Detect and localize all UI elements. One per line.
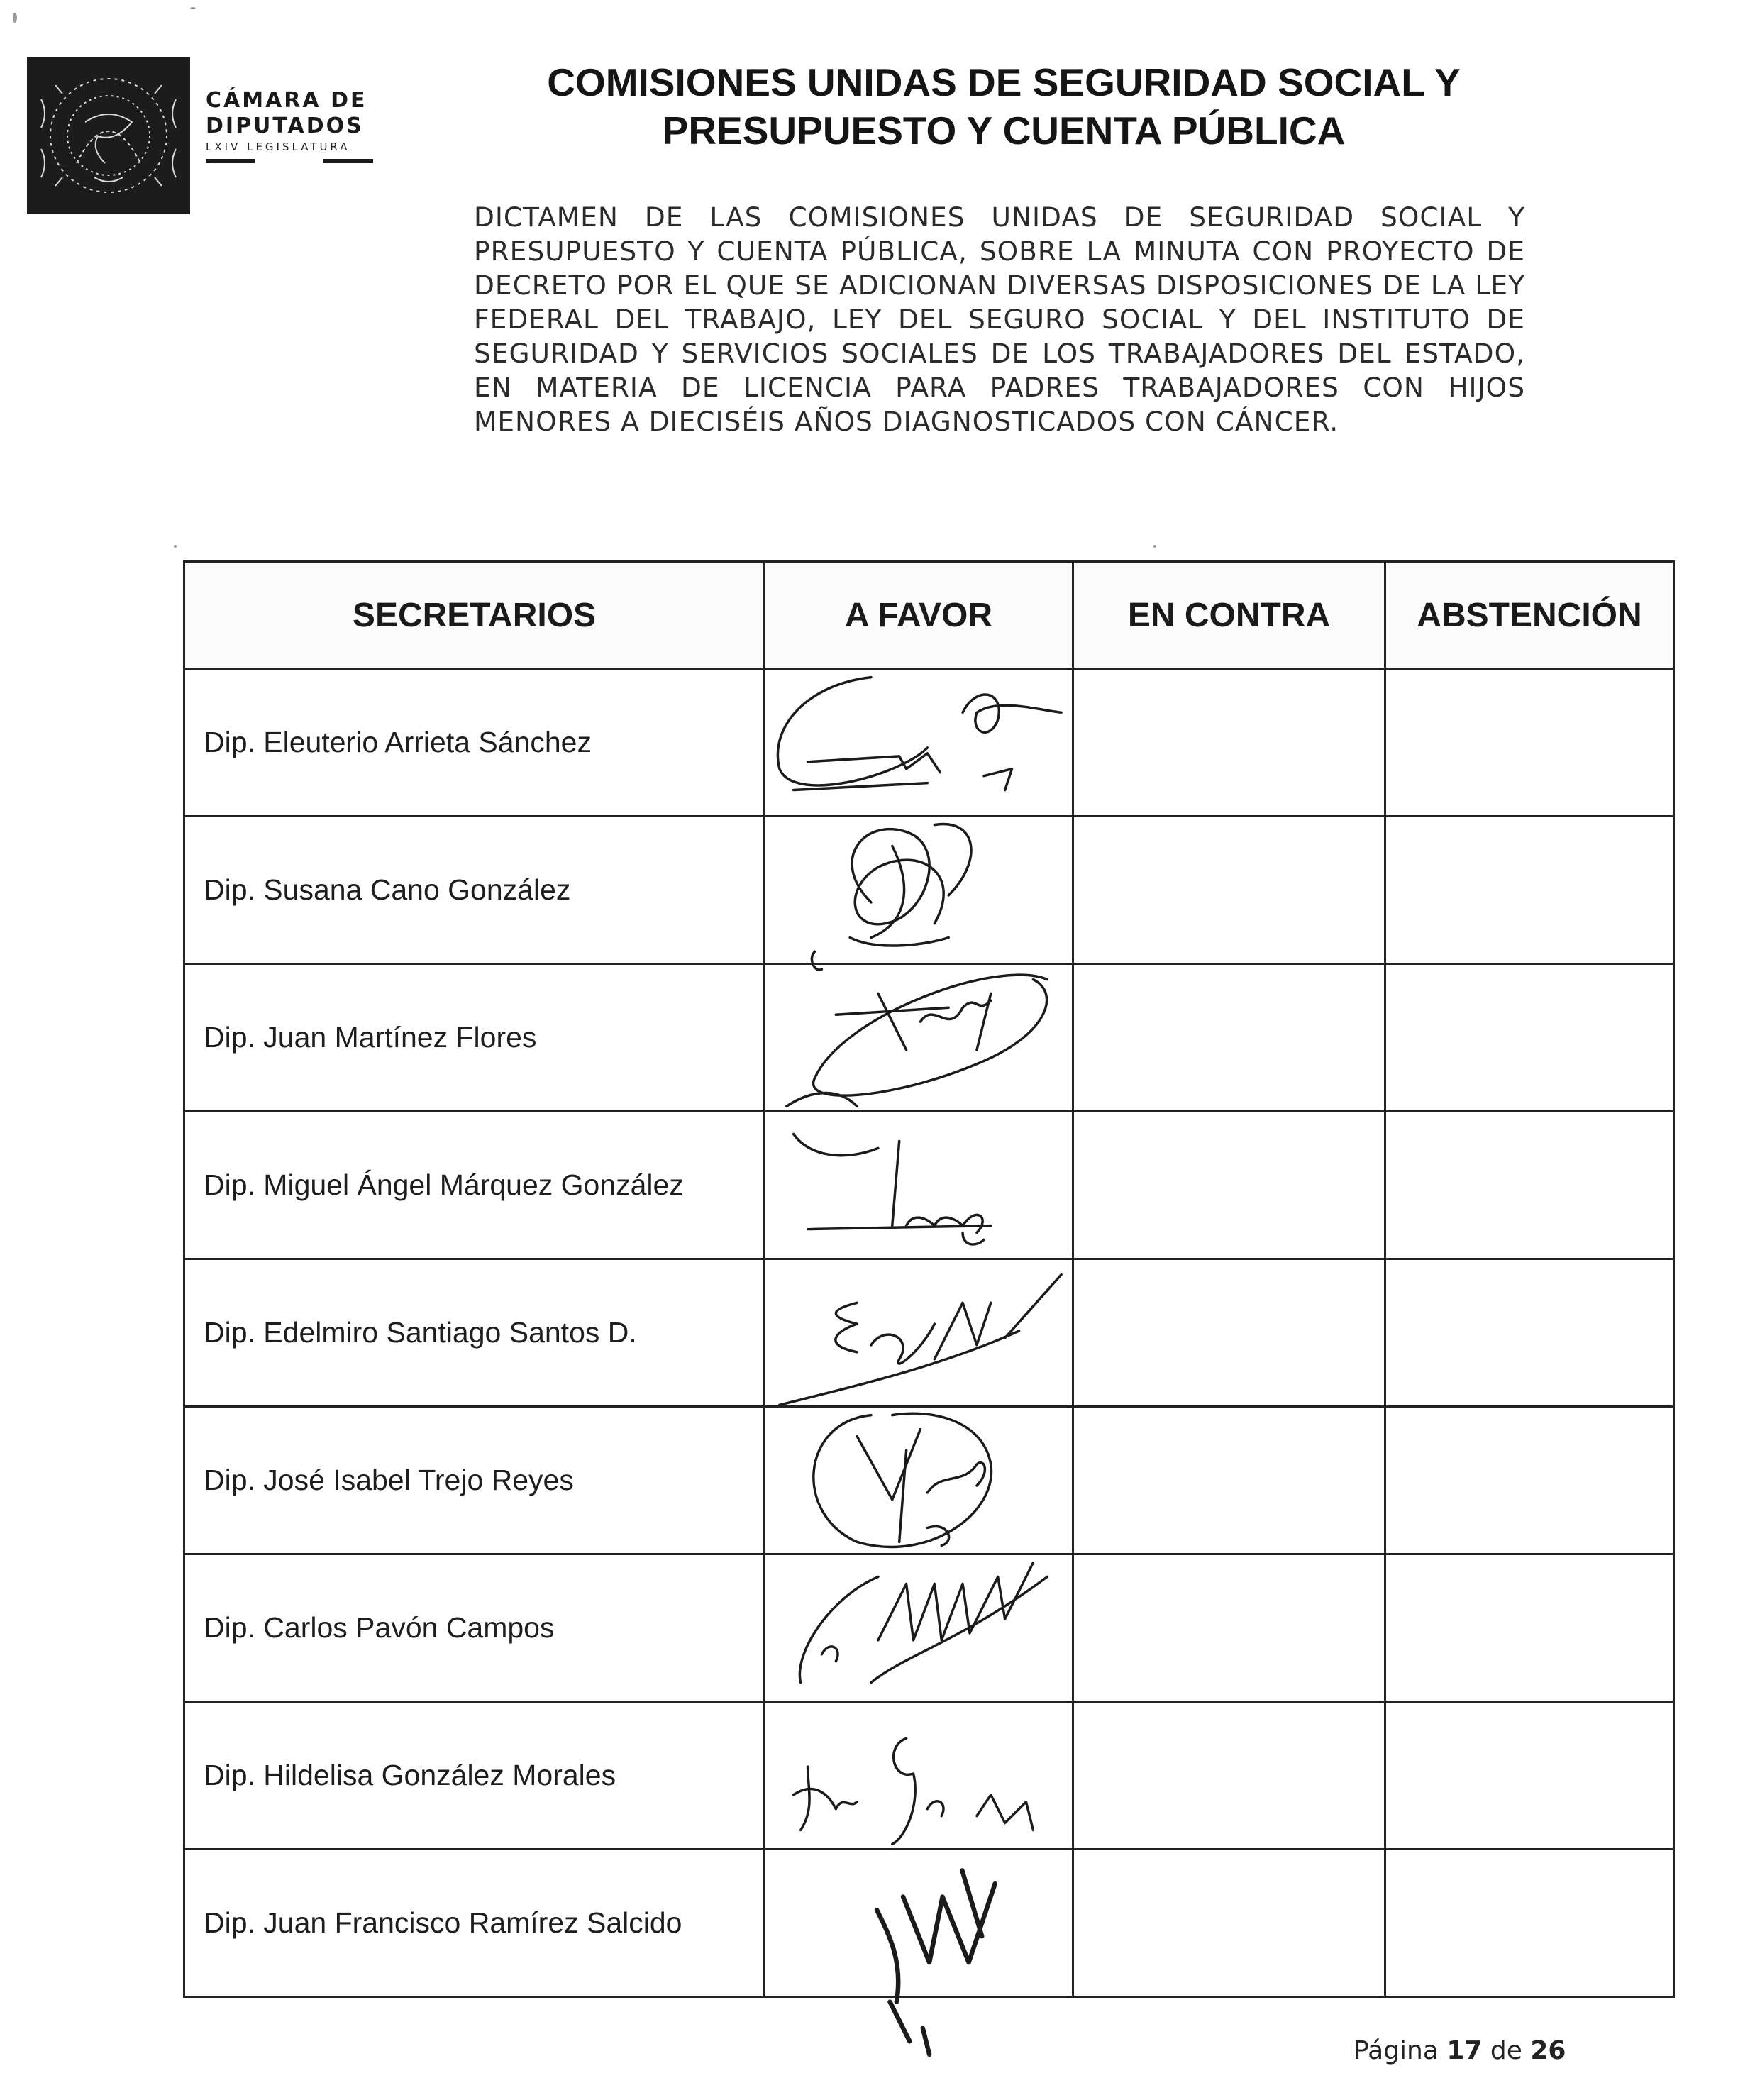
- title-line-1: COMISIONES UNIDAS DE SEGURIDAD SOCIAL Y: [547, 60, 1461, 104]
- table-header-row: [184, 562, 1674, 669]
- cell-en-contra: [1073, 817, 1385, 964]
- signature-favor: [765, 1112, 1073, 1259]
- cell-en-contra: [1073, 1702, 1385, 1850]
- table-row: [184, 1259, 1674, 1407]
- signature-favor: [765, 1407, 1073, 1554]
- header-en-contra: EN CONTRA: [1073, 562, 1385, 669]
- title-line-2: PRESUPUESTO Y CUENTA PÚBLICA: [662, 109, 1346, 153]
- dictamen-summary: DICTAMEN DE LAS COMISIONES UNIDAS DE SEGURIDAD SOCIAL Y PRESUPUESTO Y CUENTA PÚBLICA, SOBRE LA MINUTA CON PROYECTO DE DECRETO POR EL QUE SE ADICIONAN DIVERSAS DISPOSICIONES DE LA LEY FEDERAL DEL TRABAJO, LEY DEL SEGURO SOCIAL Y DEL INSTITUTO DE SEGURIDAD Y SERVICIOS SOCIALES DE LOS TRABAJADORES DEL ESTADO, EN MATERIA DE LICENCIA PARA PADRES TRABAJADORES CON HIJOS MENORES A DIECISÉIS AÑOS DIAGNOSTICADOS CON CÁNCER.: [474, 201, 1525, 437]
- cell-abstencion: [1385, 1112, 1674, 1259]
- page-current: 17: [1446, 2036, 1483, 2065]
- cell-abstencion: [1385, 964, 1674, 1112]
- member-name: Dip. Miguel Ángel Márquez González: [184, 1112, 765, 1259]
- signature-favor: [765, 964, 1073, 1112]
- header-abstencion: ABSTENCIÓN: [1385, 562, 1674, 669]
- cell-en-contra: [1073, 1850, 1385, 1997]
- handwritten-signature: [765, 817, 1072, 963]
- handwritten-signature: [765, 1555, 1072, 1701]
- table-row: [184, 1850, 1674, 1997]
- member-name: Dip. Eleuterio Arrieta Sánchez: [184, 669, 765, 817]
- cell-abstencion: [1385, 1850, 1674, 1997]
- cell-en-contra: [1073, 1259, 1385, 1407]
- logo-name-line2: DIPUTADOS: [206, 114, 364, 138]
- signature-favor: [765, 1702, 1073, 1850]
- table-row: [184, 817, 1674, 964]
- cell-en-contra: [1073, 1554, 1385, 1702]
- page-number: [1353, 2036, 1566, 2065]
- signature-favor: [765, 1554, 1073, 1702]
- table-row: [184, 1407, 1674, 1554]
- cell-abstencion: [1385, 1259, 1674, 1407]
- signature-favor: [765, 1259, 1073, 1407]
- header-secretarios: SECRETARIOS: [184, 562, 765, 669]
- table-row: [184, 669, 1674, 817]
- cell-abstencion: [1385, 669, 1674, 817]
- logo-divider-bars: [206, 159, 373, 163]
- scan-artifact: [190, 7, 196, 9]
- scan-artifact: [174, 545, 177, 548]
- cell-abstencion: [1385, 817, 1674, 964]
- page-word: Página: [1353, 2036, 1439, 2065]
- chamber-seal-logo: [27, 57, 190, 214]
- cell-en-contra: [1073, 1407, 1385, 1554]
- scan-artifact: [1153, 545, 1156, 548]
- member-name: Dip. Juan Francisco Ramírez Salcido: [184, 1850, 765, 1997]
- handwritten-signature: [765, 1703, 1072, 1848]
- handwritten-signature: [765, 1260, 1072, 1405]
- table-row: [184, 964, 1674, 1112]
- table-row: [184, 1554, 1674, 1702]
- member-name: Dip. José Isabel Trejo Reyes: [184, 1407, 765, 1554]
- page-of: de: [1490, 2036, 1522, 2065]
- handwritten-signature: [765, 1408, 1072, 1553]
- member-name: Dip. Hildelisa González Morales: [184, 1702, 765, 1850]
- cell-en-contra: [1073, 669, 1385, 817]
- signature-favor: [765, 669, 1073, 817]
- cell-en-contra: [1073, 1112, 1385, 1259]
- document-title: [440, 58, 1568, 155]
- vote-table: [183, 560, 1675, 1998]
- member-name: Dip. Juan Martínez Flores: [184, 964, 765, 1112]
- handwritten-signature: [851, 1857, 1028, 2035]
- chamber-logo-text: [206, 88, 376, 163]
- table-row: [184, 1112, 1674, 1259]
- member-name: Dip. Susana Cano González: [184, 817, 765, 964]
- handwritten-signature: [765, 1112, 1072, 1258]
- cell-abstencion: [1385, 1702, 1674, 1850]
- handwritten-signature: [765, 670, 1072, 815]
- member-name: Dip. Carlos Pavón Campos: [184, 1554, 765, 1702]
- cell-en-contra: [1073, 964, 1385, 1112]
- scan-artifact: [13, 13, 17, 23]
- logo-legislature: LXIV LEGISLATURA: [206, 140, 350, 153]
- logo-name-line1: CÁMARA DE: [206, 88, 367, 113]
- seal-icon: [27, 57, 190, 214]
- handwritten-signature: [765, 965, 1072, 1110]
- cell-abstencion: [1385, 1407, 1674, 1554]
- header-a-favor: A FAVOR: [765, 562, 1073, 669]
- cell-abstencion: [1385, 1554, 1674, 1702]
- signature-favor: [765, 1850, 1073, 1997]
- signature-favor: [765, 817, 1073, 964]
- member-name: Dip. Edelmiro Santiago Santos D.: [184, 1259, 765, 1407]
- table-row: [184, 1702, 1674, 1850]
- page-total: 26: [1530, 2036, 1566, 2065]
